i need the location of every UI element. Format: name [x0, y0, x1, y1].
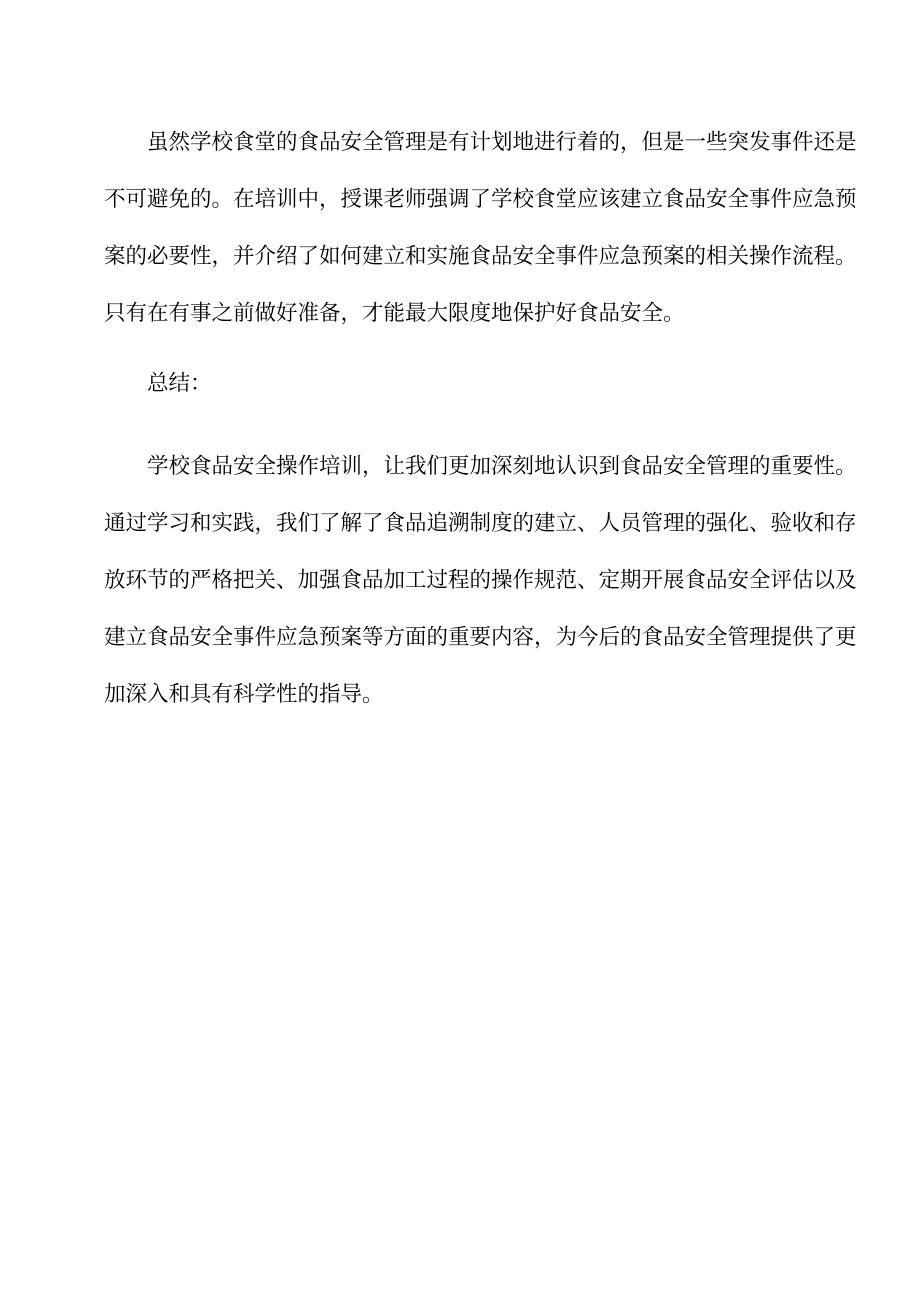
text-line: 虽然学校食堂的食品安全管理是有计划地进行着的，但是一些突发事件还是	[147, 130, 857, 155]
text-line: 案的必要性，并介绍了如何建立和实施食品安全事件应急预案的相关操作流程。	[104, 244, 857, 269]
summary-heading: 总结：	[147, 371, 212, 396]
text-line: 通过学习和实践，我们了解了食品追溯制度的建立、人员管理的强化、验收和存	[104, 511, 857, 536]
document-body	[104, 114, 857, 723]
paragraph-summary	[104, 438, 857, 723]
text-line: 不可避免的。在培训中，授课老师强调了学校食堂应该建立食品安全事件应急预	[104, 187, 857, 212]
text-line: 学校食品安全操作培训，让我们更加深刻地认识到食品安全管理的重要性。	[147, 454, 857, 479]
text-line: 只有在有事之前做好准备，才能最大限度地保护好食品安全。	[104, 301, 685, 326]
paragraph-emergency-plan	[104, 114, 857, 342]
text-line: 建立食品安全事件应急预案等方面的重要内容，为今后的食品安全管理提供了更	[104, 625, 857, 650]
text-line: 放环节的严格把关、加强食品加工过程的操作规范、定期开展食品安全评估以及	[104, 568, 857, 593]
text-line: 加深入和具有科学性的指导。	[104, 682, 384, 707]
